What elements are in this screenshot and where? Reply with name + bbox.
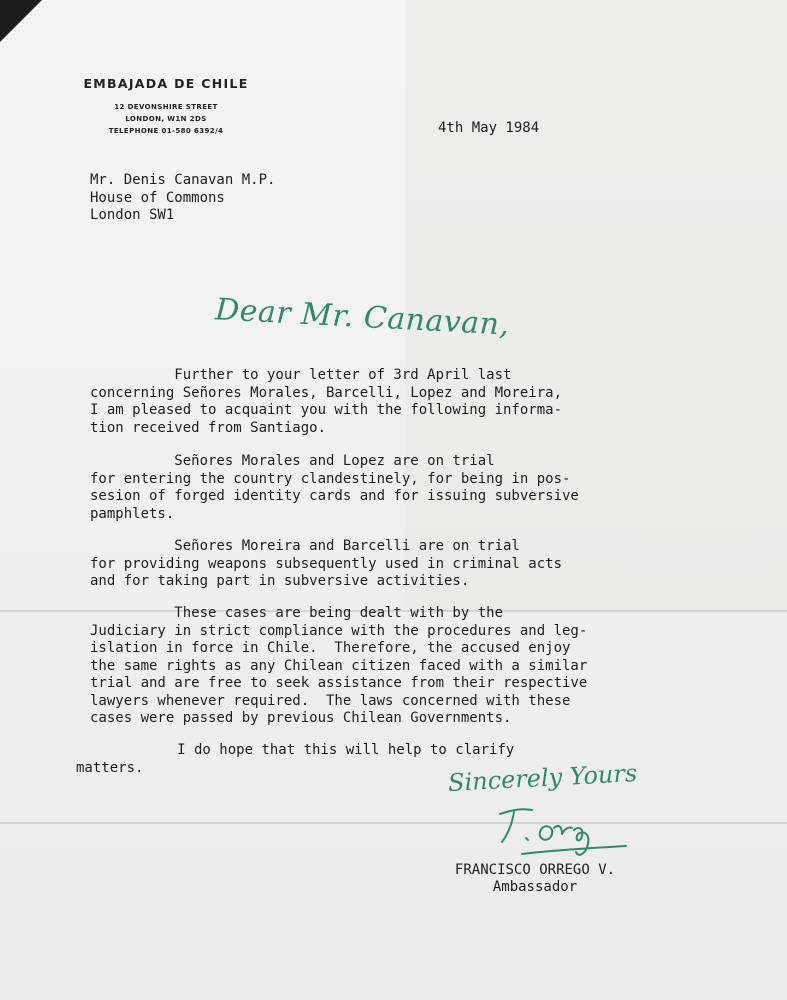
- letterhead-street: 12 DEVONSHIRE STREET: [114, 103, 218, 111]
- body-paragraph: Señores Morales and Lopez are on trial for entering the country clandestinely, for being in pos- sesion of forged identity cards and for issuing subversive pamphlets.: [90, 453, 579, 522]
- letterhead: [66, 76, 266, 137]
- fold-crease: [0, 822, 787, 824]
- handwritten-closing: Sincerely Yours: [447, 759, 638, 797]
- signature-drawing: [492, 800, 632, 862]
- handwritten-salutation: Dear Mr. Canavan,: [214, 292, 511, 343]
- letterhead-name: EMBAJADA DE CHILE: [83, 76, 249, 91]
- body-paragraph: Señores Moreira and Barcelli are on trial for providing weapons subsequently used in criminal acts and for taking part in subversive activities.: [90, 538, 563, 589]
- letterhead-city: LONDON, W1N 2DS: [125, 115, 207, 123]
- recipient-line: Mr. Denis Canavan M.P.: [90, 172, 276, 188]
- recipient-line: London SW1: [90, 207, 175, 223]
- body-paragraph: Further to your letter of 3rd April last concerning Señores Morales, Barcelli, Lopez and Moreira, I am pleased to acquaint you with the following informa- tion received from Santiago.: [90, 367, 563, 436]
- signatory-name: FRANCISCO ORREGO V.: [454, 862, 616, 878]
- signatory-title: Ambassador: [492, 879, 578, 895]
- recipient-address: [90, 172, 275, 225]
- recipient-line: House of Commons: [90, 189, 225, 206]
- letter-date: 4th May 1984: [438, 120, 540, 136]
- closing-paragraph: I do hope that this will help to clarify matters.: [76, 742, 515, 776]
- folded-corner: [0, 0, 42, 42]
- letterhead-telephone: TELEPHONE 01-580 6392/4: [108, 127, 224, 135]
- body-paragraph: These cases are being dealt with by the Judiciary in strict compliance with the procedures and leg- islation in force in Chile. Therefore, the accused enjoy the same rights as any Chilean citizen faced with a similar trial and are free to seek assistance from their respective lawyers whenever required. The laws concerned with these cases were passed by previous Chilean Governments.: [90, 605, 588, 726]
